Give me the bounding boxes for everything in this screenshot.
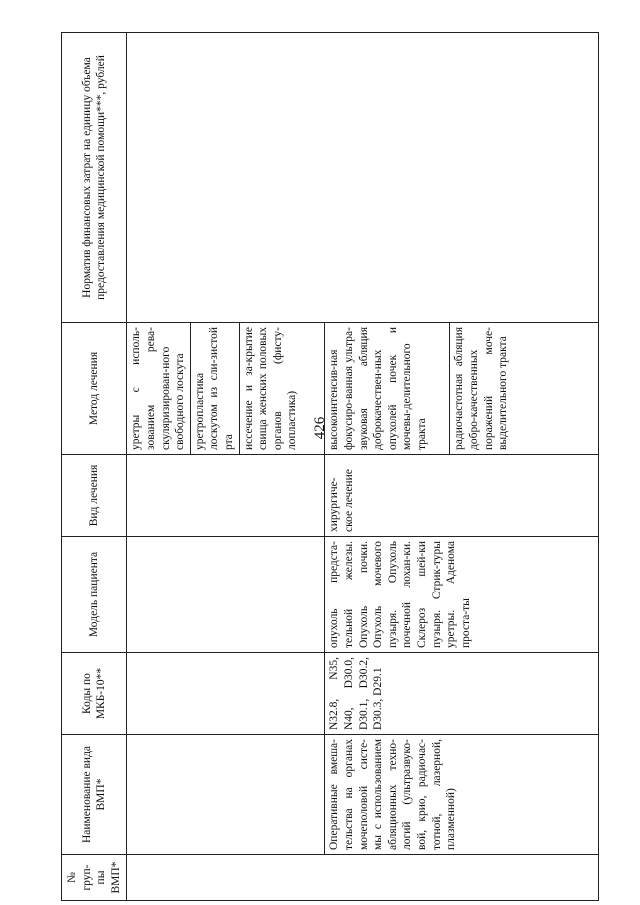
model-cell-continued [127,537,325,653]
header-name: Наименование вида ВМП* [62,735,127,855]
method-item: иссечение и за-крытие свища женских половых органов (фисту-лопластика) [242,327,299,450]
codes-cell-continued [127,653,325,735]
method-item: уретропластика лоскутом из сли-зистой рта [191,323,240,454]
method-item: радиочастотная абляция добро-качественных поражений моче-выделительного тракта [453,327,510,450]
table-row [127,33,325,901]
header-method: Метод лечения [62,323,127,455]
icd-codes-cell: N32.8, N35, N40, D30.0, D30.1, D30.2, D30.3, D29.1 [325,653,599,735]
name-cell-continued [127,735,325,855]
treatment-type-cell-continued [127,455,325,537]
group-cell [127,855,599,901]
treatment-type-cell: хирургиче-ское лечение [325,455,599,537]
header-group: № груп-пы ВМП* [62,855,127,901]
cost-cell [127,33,599,323]
method-cell-lower [325,323,599,455]
table-header-row [62,33,127,901]
vmp-name-cell: Оперативные вмеша-тельства на органах мочеполовой систе-мы с использованием абляционных техно-логий (ультразвуко-вой, крио, радиочас-тотной, лазерной, плазменной) [325,735,599,855]
rotated-table-container [61,33,577,901]
method-item: уретры с исполь-зованием рева-скуляризирован-ного свободного лоскута [127,323,190,454]
treatment-table [61,32,599,901]
method-item: высокоинтенсив-ная фокусиро-ванная ультра-звуковая абляция доброкачествен-ных опухолей почек и мочевы-делительного тракта [325,323,450,454]
header-cost: Норматив финансовых затрат на единицу объема предоставления медицинской помощи***, рублей [62,33,127,323]
header-treatment-type: Вид лечения [62,455,127,537]
page-number: 426 [312,416,328,440]
header-model: Модель пациента [62,537,127,653]
header-codes: Коды по МКБ-10** [62,653,127,735]
method-cell-upper [127,323,325,455]
patient-model-cell: опухоль предста-тельной железы. Опухоль почки. Опухоль мочевого пузыря. Опухоль почечной лохан-ки. Склероз шей-ки пузыря. Стрик-туры уретры. Аденома проста-ты [325,537,599,653]
